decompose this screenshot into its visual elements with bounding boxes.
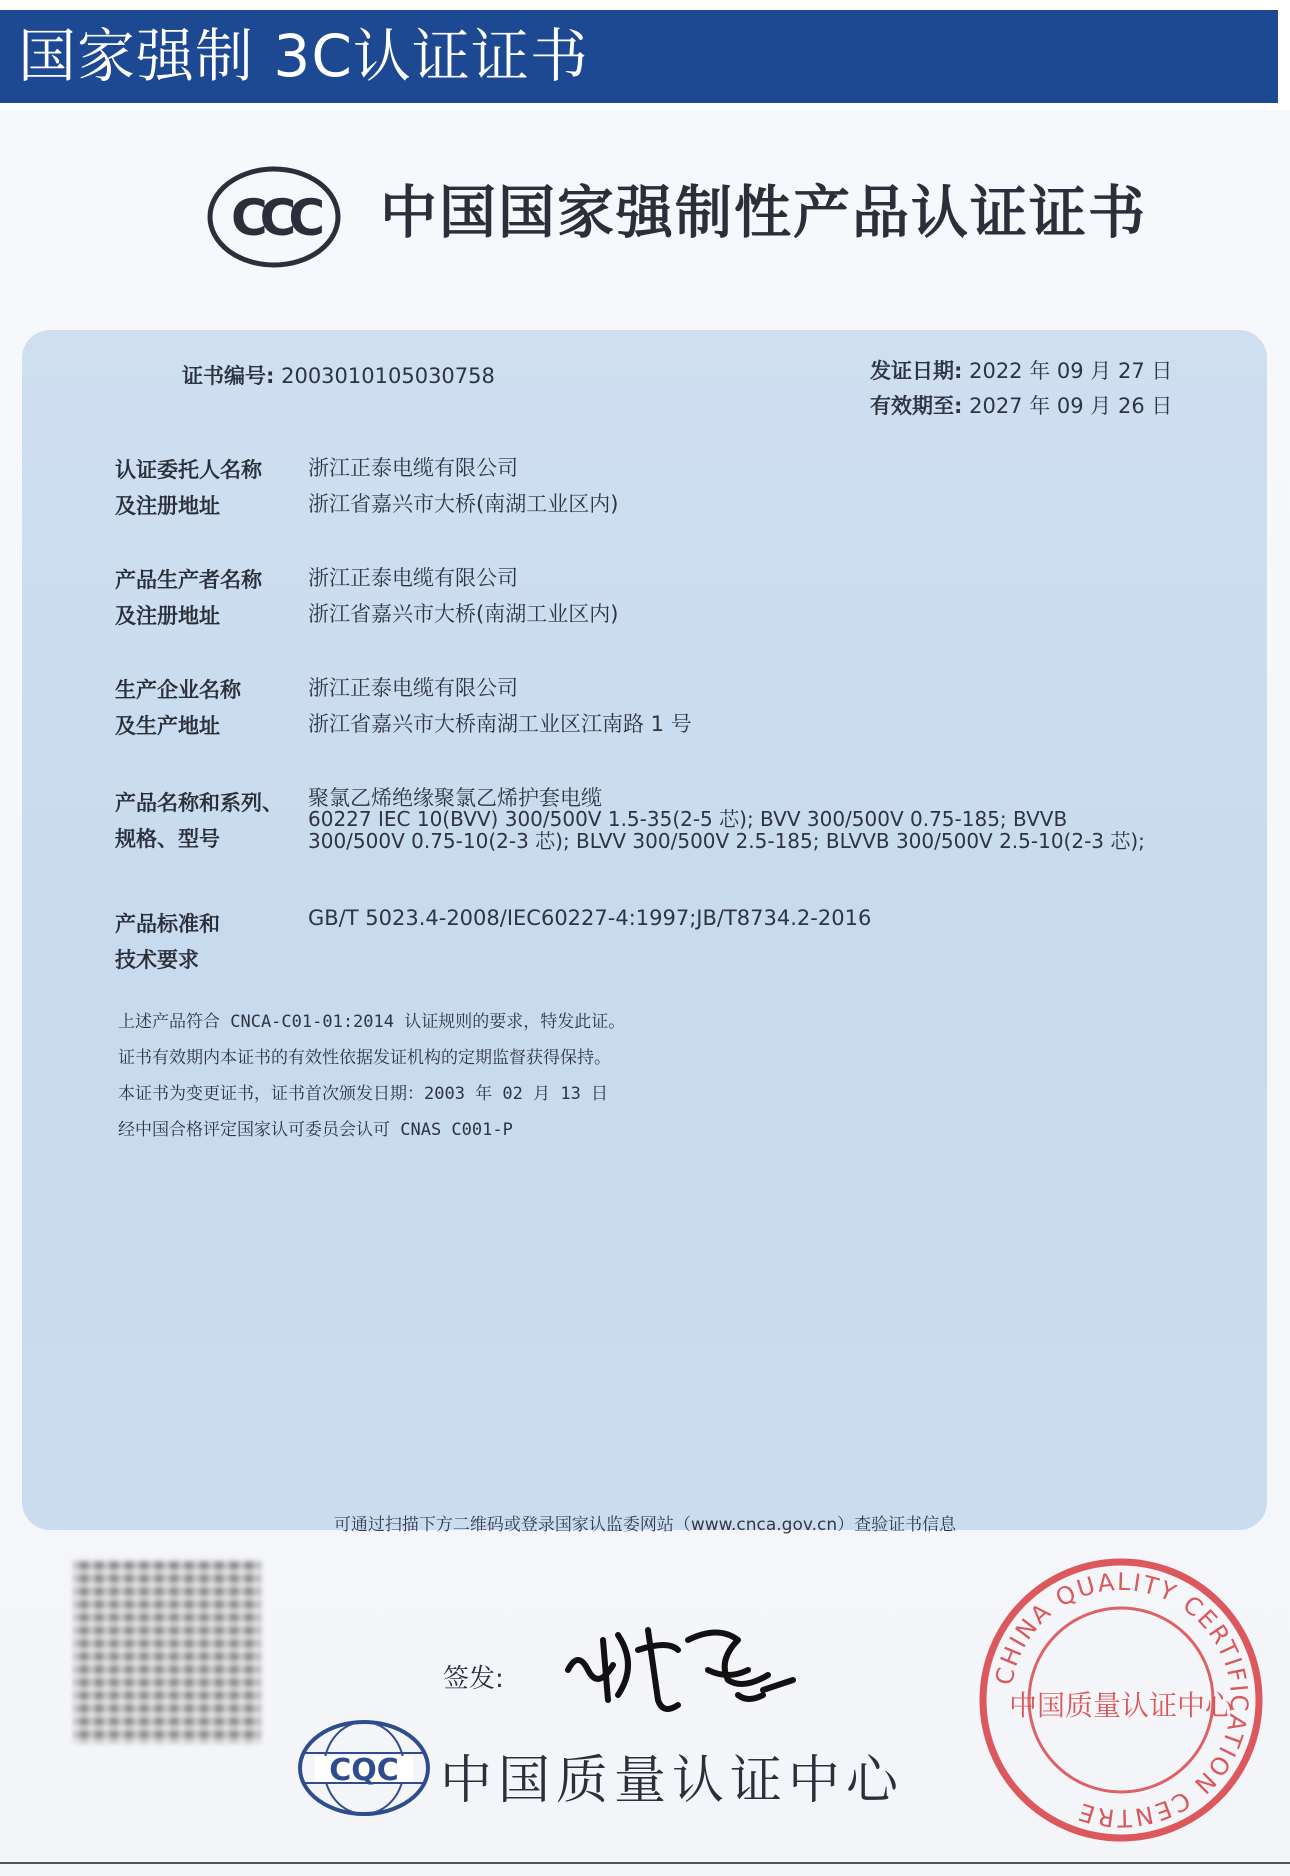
note-line: 经中国合格评定国家认可委员会认可 CNAS C001-P: [118, 1120, 513, 1140]
note-line: 证书有效期内本证书的有效性依据发证机构的定期监督获得保持。: [118, 1048, 611, 1068]
valid-until: [870, 390, 1172, 420]
field-value: 聚氯乙烯绝缘聚氯乙烯护套电缆: [308, 786, 602, 810]
divider: [0, 1862, 1290, 1864]
field-value: 浙江省嘉兴市大桥南湖工业区江南路 1 号: [308, 712, 692, 736]
field-value: 60227 IEC 10(BVV) 300/500V 1.5-35(2-5 芯); BVV 300/500V 0.75-185; BVVB 300/500V 0.75-10(2-3 芯); BLVV 300/500V 2.5-185; BLVVB 300/500V 2.5-10(2-3 芯);: [308, 807, 1145, 853]
certificate-number: [182, 360, 495, 390]
field-value: 浙江省嘉兴市大桥(南湖工业区内): [308, 602, 619, 626]
banner-title: 国家强制 3C认证证书: [18, 22, 589, 90]
ccc-logo-icon: [207, 165, 341, 269]
field-value: 浙江省嘉兴市大桥(南湖工业区内): [308, 492, 619, 516]
cqc-logo-text: CQC: [329, 1753, 399, 1788]
field-label: 生产企业名称: [115, 678, 241, 702]
issue-date-label: 发证日期:: [870, 359, 963, 383]
field-value: 浙江正泰电缆有限公司: [308, 456, 518, 480]
field-label: 认证委托人名称: [115, 458, 262, 482]
certification-stamp: [976, 1555, 1266, 1845]
page-title: 中国国家强制性产品认证证书: [380, 180, 1147, 246]
field-label: 及生产地址: [115, 714, 220, 738]
field-label: 技术要求: [115, 948, 199, 972]
valid-until-value: 2027 年 09 月 26 日: [969, 394, 1173, 418]
note-line: 本证书为变更证书，证书首次颁发日期：2003 年 02 月 13 日: [118, 1084, 609, 1104]
field-value: GB/T 5023.4-2008/IEC60227-4:1997;JB/T8734.2-2016: [308, 906, 872, 930]
note-line: 上述产品符合 CNCA-C01-01:2014 认证规则的要求，特发此证。: [118, 1012, 626, 1032]
stamp-inner-text: 中国质量认证中心: [1008, 1689, 1234, 1722]
valid-until-label: 有效期至:: [870, 394, 963, 418]
verify-text: 可通过扫描下方二维码或登录国家认监委网站（www.cnca.gov.cn）查验证书信息: [333, 1515, 957, 1535]
signature-label: 签发:: [443, 1664, 504, 1694]
certificate-number-value: 2003010105030758: [281, 364, 495, 388]
field-label: 产品标准和: [115, 912, 220, 936]
signature-image: [548, 1610, 818, 1720]
field-label: 产品名称和系列、: [115, 791, 283, 815]
field-label: 产品生产者名称: [115, 568, 262, 592]
issuer-name: 中国质量认证中心: [440, 1751, 905, 1811]
stamp-outer-text: CHINA QUALITY CERTIFICATION CENTRE: [989, 1567, 1254, 1833]
qr-code[interactable]: [73, 1560, 261, 1744]
issue-date-value: 2022 年 09 月 27 日: [969, 359, 1173, 383]
field-label: 及注册地址: [115, 494, 220, 518]
field-label: 规格、型号: [115, 827, 220, 851]
banner: [0, 10, 1278, 103]
field-value: 浙江正泰电缆有限公司: [308, 566, 518, 590]
certificate-number-label: 证书编号:: [182, 364, 275, 388]
field-value: 浙江正泰电缆有限公司: [308, 676, 518, 700]
ccc-logo-text: CCC: [230, 189, 318, 247]
field-label: 及注册地址: [115, 604, 220, 628]
cqc-logo-icon: [295, 1718, 433, 1818]
issue-date: [870, 355, 1172, 385]
